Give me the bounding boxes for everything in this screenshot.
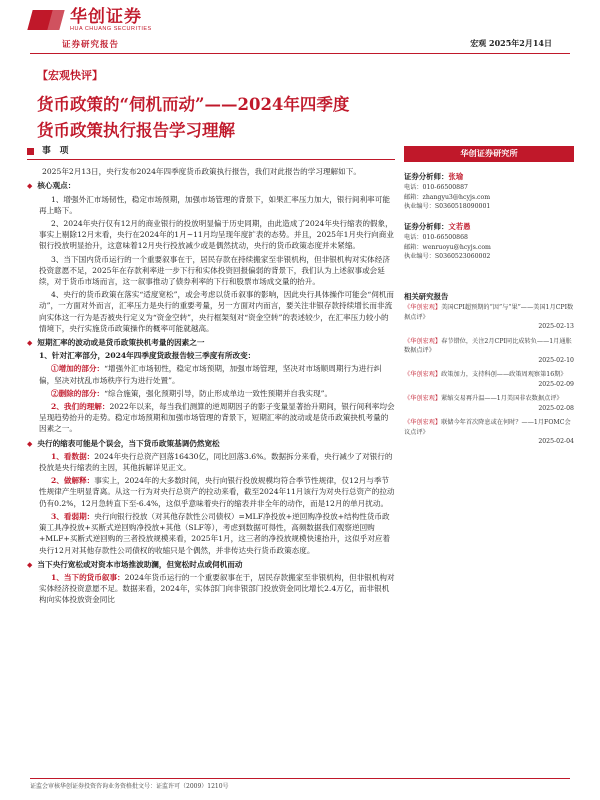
related-report-link[interactable]: 《华创宏观】春节错位，关注2月CPI同比成转负——1月通胀数据点评》 (404, 337, 572, 354)
balance-heading: ◆ 央行的缩表可能是个误会，当下货币政策基调仍然宽松 (27, 438, 220, 448)
view-3: 3、当下国内货币运行的一个重要叙事在于，居民存款在持续搬家至非银机构，但非银机构对实体经济投资意愿不足，2025年在存款利率进一步下行和实体投资回报偏弱的背景下，我们认为上述叙事或会延续，对于货币市场而言，这一叙事推动了债券利率的下行和股票市场成交量的抬升。 (39, 254, 390, 287)
analyst-1-email[interactable]: 邮箱：zhangyu3@hcyjs.com (404, 193, 491, 201)
square-bullet-icon (27, 148, 34, 155)
fx-point-1: 1、针对汇率部分，2024年四季度货政报告较三季度有所改变： (39, 351, 256, 361)
fx-heading: ◆ 短期汇率的波动或是货币政策抉机考量的因素之一 (27, 338, 205, 348)
header-divider (30, 53, 570, 54)
arrow-bullet-icon: ◆ (27, 181, 33, 191)
related-report-date: 2025-02-08 (538, 404, 574, 412)
related-report-date: 2025-02-09 (538, 380, 574, 388)
sidebar (404, 146, 574, 452)
arrow-bullet-icon: ◆ (27, 338, 33, 348)
related-report-link[interactable]: 《华创宏观】联储今年首次降息或在何时？——1月FOMC会议点评》 (404, 419, 571, 436)
related-report-date: 2025-02-04 (538, 438, 574, 445)
related-report-date: 2025-02-13 (538, 323, 574, 330)
fx-added: ①增加的部分：“增强外汇市场韧性，稳定市场预期，加强市场管理，坚决对市场顺周期行为进行纠偏，坚决对扰乱市场秩序行为进行处置”。 (39, 364, 382, 385)
analyst-2-title: 证券分析师：文若愚 (404, 221, 471, 231)
report-title-line1: 货币政策的“伺机而动”——2024年四季度 (37, 95, 350, 114)
report-type: 证券研究报告 (62, 40, 120, 50)
fx-point-2: 2、我们的理解：2022年以来，每当我们测算的逆周期因子的影子变量显著抬升期间，银行间利率均会呈现趋势抬升的走势。稳定市场预期和加强市场管理的背景下，短期汇率的波动或是货币政策抉机考量的因素之一。 (39, 402, 395, 434)
institute-banner: 华创证券研究所 (404, 146, 574, 162)
related-reports-heading: 相关研究报告 (404, 291, 449, 301)
related-report-date: 2025-02-10 (538, 356, 574, 364)
related-report-link[interactable]: 《华创宏观】政策加力，支持科创——政策周观察第16期》 (404, 371, 567, 378)
report-tag: 【宏观快评】 (37, 69, 103, 82)
arrow-bullet-icon: ◆ (27, 438, 33, 448)
analyst-2-license: 执业编号：S0360523060002 (404, 253, 491, 260)
event-paragraph: 2025年2月13日，央行发布2024年四季度货币政策执行报告，我们对此报告的学习理解如下。 (42, 167, 361, 177)
analyst-1-phone: 电话：010-66500887 (404, 184, 468, 191)
footer-text: 证监会审核华创证券投资咨询业务资格批文号：证监许可（2009）1210号 (30, 783, 229, 790)
analyst-2-email[interactable]: 邮箱：wenruoyu@hcyjs.com (404, 243, 491, 251)
view-1: 1、增强外汇市场韧性，稳定市场预期，加强市场管理的背景下，如果汇率压力加大，银行间利率可能再上略下。 (39, 194, 390, 215)
logo-cn: 华创证券 (70, 7, 142, 27)
core-views-heading: ◆ 核心观点： (27, 181, 76, 191)
easing-heading: ◆ 当下央行宽松或对资本市场推波助澜，但宽松时点或伺机而动 (27, 559, 243, 569)
view-2: 2、2024年央行仅有12月的商业银行的投放明显偏于历史同期，由此造成了2024年央行缩表的假象，事实上剔除12月末看，央行在2024年的1月~11月均呈现年度扩表的态势。并且，2025年1月央行向商业银行投放明显抬升，这意味着12月央行投放减少或是偶然扰动，央行的货币政策态度并未紧缩。 (39, 219, 394, 251)
event-heading: 事 项 (27, 146, 395, 160)
analyst-1-license: 执业编号：S0360518090001 (404, 203, 491, 210)
company-logo (30, 6, 152, 34)
logo-en: HUA CHUANG SECURITIES (70, 26, 152, 32)
report-title-line2: 货币政策执行报告学习理解 (37, 121, 235, 140)
view-4: 4、央行的货币政策在落实“适度宽松”，或会考虑以货币叙事的影响，因此央行具体操作可能会“伺机而动”，一方面对外而言，汇率压力是央行的重要考量，另一方面对内而言，要关注非银存款持续增长而非流向实体这一行为是否被央行定义为“资金空转”，央行框架刻对“资金空转”的表述较少，在汇率压力较小的情境下，央行实施货币政策操作的概率可能就越高。 (39, 290, 395, 333)
footer-divider (30, 778, 570, 779)
related-report-link[interactable]: 《华创宏观】紧缩交易再升温——1月美国非农数据点评》 (404, 395, 563, 402)
balance-point-2: 2、做解释：事实上，2024年的大多数时间，央行向银行投放规模均符合季节性规律，仅12月与季节性规律产生明显背离。从这一行为对央行总资产的拉动来看，截至2024年11月该行为对央行总资产的拉动仍有0.2%，12月急转直下至-6.4%，这似乎意味着央行的缩表并非全年的动作，而是12月的单月扰动。 (39, 476, 395, 508)
related-reports-list (404, 303, 574, 447)
fx-deleted: ②删除的部分：“综合施策，强化预期引导，防止形成单边一致性预期并自我实现”。 (51, 388, 333, 398)
balance-point-1: 1、看数据：2024年央行总资产回落16430亿，同比回落3.6%。数据拆分来看，央行减少了对银行的投放是央行缩表的主因，其他拆解详见正文。 (39, 451, 393, 473)
report-date: 宏观 2025年2月14日 (470, 38, 552, 48)
arrow-bullet-icon: ◆ (27, 559, 33, 569)
balance-point-3: 3、看弱期：央行向银行投放（对其他存款性公司债权）=MLF净投放+逆回购净投放+结构性货币政策工具净投放+买断式逆回购净投放+其他（SLF等），考虑到数据可得性，高频数据我们观察逆回购+MLF+买断式逆回购的三者投放规模来看，2025年1月，这三者的净投放规模快速抬升，这似乎对应着央行12月对其他存款性公司债权的收缩只是个偶然，并非传达央行货币政策态度。 (39, 511, 391, 555)
easing-point-1: 1、当下的货币叙事：2024年货币运行的一个重要叙事在于，居民存款搬家至非银机构，但非银机构对实体经济投资意愿不足。数据来看，2024年，实体部门向非银部门投放资金同比增长2.4万亿，而非银机构向实体投放资金同比 (39, 572, 395, 605)
related-report-link[interactable]: 《华创宏观】美国CPI超预期的“因”与“果”——美国1月CPI数据点评》 (404, 304, 574, 321)
analyst-1-title: 证券分析师：张瑜 (404, 171, 464, 181)
main-content (27, 146, 395, 608)
analyst-2-phone: 电话：010-66500868 (404, 234, 468, 241)
logo-mark-icon (30, 6, 64, 34)
